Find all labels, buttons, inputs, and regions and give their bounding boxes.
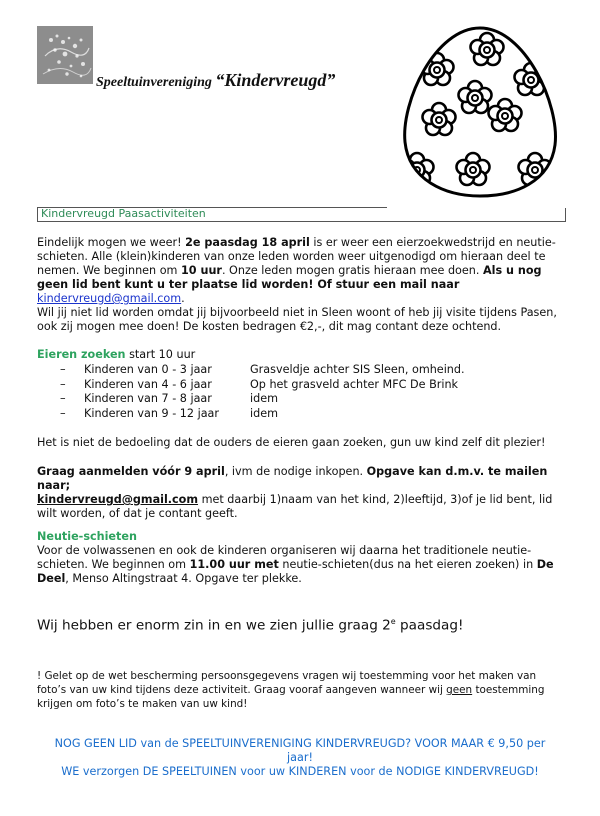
registration-paragraph <box>37 465 567 521</box>
nonmember-paragraph: Wil jij niet lid worden omdat jij bijvoorbeeld niet in Sleen woont of heb jij visite tijdens Pasen, ook zij mogen mee doen! De kosten bedragen €2,-, dit mag contant deze ochtend. <box>37 306 557 333</box>
easter-egg-icon <box>395 20 565 200</box>
age-group: Kinderen van 4 - 6 jaar <box>84 377 212 391</box>
logo-image <box>37 26 93 84</box>
intro-text-3: . Onze leden mogen gratis hieraan mee doen. <box>221 264 483 277</box>
neutie-venue: De Deel <box>37 558 554 585</box>
closing-line <box>37 617 463 634</box>
org-prefix: Speeltuinvereniging <box>96 75 212 90</box>
location: Op het grasveld achter MFC De Brink <box>250 377 459 391</box>
intro-text-1: Eindelijk mogen we weer! <box>37 236 186 249</box>
register-text-1: , ivm de nodige inkopen. <box>224 465 367 478</box>
age-group: Kinderen van 9 - 12 jaar <box>84 406 220 420</box>
neutie-text-1: Voor de volwassenen en ook de kinderen organiseren wij daarna het traditionele neutie-schieten. We beginnen om <box>37 544 532 571</box>
eggs-heading-line <box>37 348 567 362</box>
register-deadline: Graag aanmelden vóór 9 april <box>37 465 225 478</box>
closing-text: Wij hebben er enorm zin in en we zien jullie graag 2 <box>37 617 391 634</box>
organization-title <box>96 70 335 91</box>
footer-line-2: WE verzorgen DE SPEELTUINEN voor uw KINDEREN voor de NODIGE KINDERVREUGD! <box>61 765 539 778</box>
age-group: Kinderen van 0 - 3 jaar <box>84 363 212 376</box>
section-title: Kindervreugd Paasactiviteiten <box>41 207 206 220</box>
eggs-heading: Eieren zoeken <box>37 348 126 361</box>
neutie-text-3: , Menso Altingstraat 4. Opgave ter plekke. <box>65 572 302 585</box>
register-mail-note: Opgave kan d.m.v. te mailen naar; <box>37 465 548 492</box>
org-name: “Kindervreugd” <box>215 70 336 90</box>
intro-text-2: is er weer een eierzoekwedstrijd en neutie-schieten. Alle (klein)kinderen van onze leden worden weer uitgenodigd om hieraan deel te nemen. We beginnen om <box>37 236 556 277</box>
easter-egg-illustration <box>395 20 565 200</box>
intro-membership: Als u nog geen lid bent kunt u ter plaatse lid worden! Of stuur een mail naar <box>37 264 542 291</box>
location: idem <box>250 406 278 420</box>
privacy-underlined: geen <box>446 684 473 696</box>
closing-superscript: e <box>390 617 396 626</box>
intro-paragraph <box>37 236 567 306</box>
dash: – <box>60 363 66 376</box>
closing-end: paasdag! <box>395 617 464 634</box>
email-link[interactable]: kindervreugd@gmail.com <box>37 292 182 305</box>
intro-time: 10 uur <box>181 264 222 277</box>
intro-date: 2e paasdag 18 april <box>185 236 310 249</box>
logo <box>37 26 93 84</box>
neutie-text-2: neutie-schieten(dus na het eieren zoeken) in <box>278 558 537 571</box>
parents-note: Het is niet de bedoeling dat de ouders de eieren gaan zoeken, gun uw kind zelf dit plezier! <box>37 436 546 449</box>
intro-end: . <box>181 292 185 305</box>
dash: – <box>60 377 66 391</box>
register-email-link[interactable]: kindervreugd@gmail.com <box>37 493 199 506</box>
footer <box>40 737 560 779</box>
privacy-note <box>37 669 567 711</box>
dash: – <box>60 392 66 405</box>
privacy-text-1: ! Gelet op de wet bescherming persoonsgegevens vragen wij toestemming voor het maken van foto’s van uw kind tijdens deze activiteit. Graag vooraf aangeven wanneer wij <box>37 670 537 696</box>
location: idem <box>250 392 278 405</box>
location: Grasveldje achter SIS Sleen, omheind. <box>250 363 465 376</box>
neutie-section <box>37 530 567 586</box>
age-group: Kinderen van 7 - 8 jaar <box>84 392 212 405</box>
register-text-2: met daarbij 1)naam van het kind, 2)leeftijd, 3)of je lid bent, lid wilt worden, of dat je contant geeft. <box>37 493 553 520</box>
dash: – <box>60 406 66 420</box>
privacy-text-2: toestemming krijgen om foto’s te maken van uw kind! <box>37 684 545 710</box>
neutie-heading: Neutie-schieten <box>37 530 137 543</box>
neutie-time: 11.00 uur met <box>189 558 279 571</box>
eggs-start: start 10 uur <box>125 348 196 361</box>
footer-line-1: NOG GEEN LID van de SPEELTUINVERENIGING KINDERVREUGD? VOOR MAAR € 9,50 per jaar! <box>54 737 546 764</box>
